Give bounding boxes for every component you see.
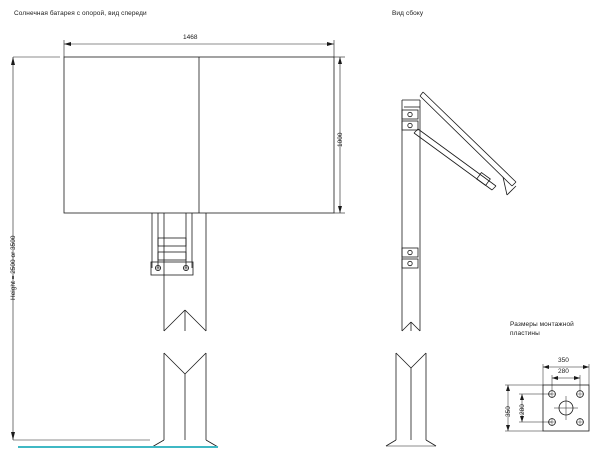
front-panel-outline	[64, 57, 334, 213]
mounting-plate	[543, 385, 589, 431]
dim-label-plate-inner-top: 280	[558, 368, 569, 375]
dim-label-plate-inner-left: 280	[519, 404, 526, 415]
plate-view-title-line1: Размеры монтажной	[510, 321, 574, 328]
front-view-title: Солнечная батарея с опорой, вид спереди	[14, 10, 147, 17]
dim-label-panel-height: 1000	[337, 132, 344, 147]
front-mast	[164, 213, 206, 331]
dim-label-plate-outer-left: 350	[505, 406, 512, 417]
side-mast	[402, 100, 420, 331]
front-base	[152, 353, 218, 447]
side-strut	[414, 129, 496, 190]
dim-label-plate-outer-top: 350	[558, 357, 569, 364]
dim-total-height	[11, 57, 150, 440]
side-panel	[420, 92, 516, 195]
plate-view-title-line2: пластины	[510, 330, 540, 337]
front-bracket	[151, 213, 193, 275]
side-view-title: Вид сбоку	[392, 10, 424, 17]
dim-label-panel-width: 1468	[183, 34, 198, 41]
dim-label-total-height: Height = 2500 or 3500	[10, 235, 17, 300]
side-bracket-upper	[402, 107, 420, 130]
dim-panel-width	[64, 40, 334, 57]
side-base	[386, 353, 436, 446]
side-bracket-lower	[402, 248, 418, 268]
